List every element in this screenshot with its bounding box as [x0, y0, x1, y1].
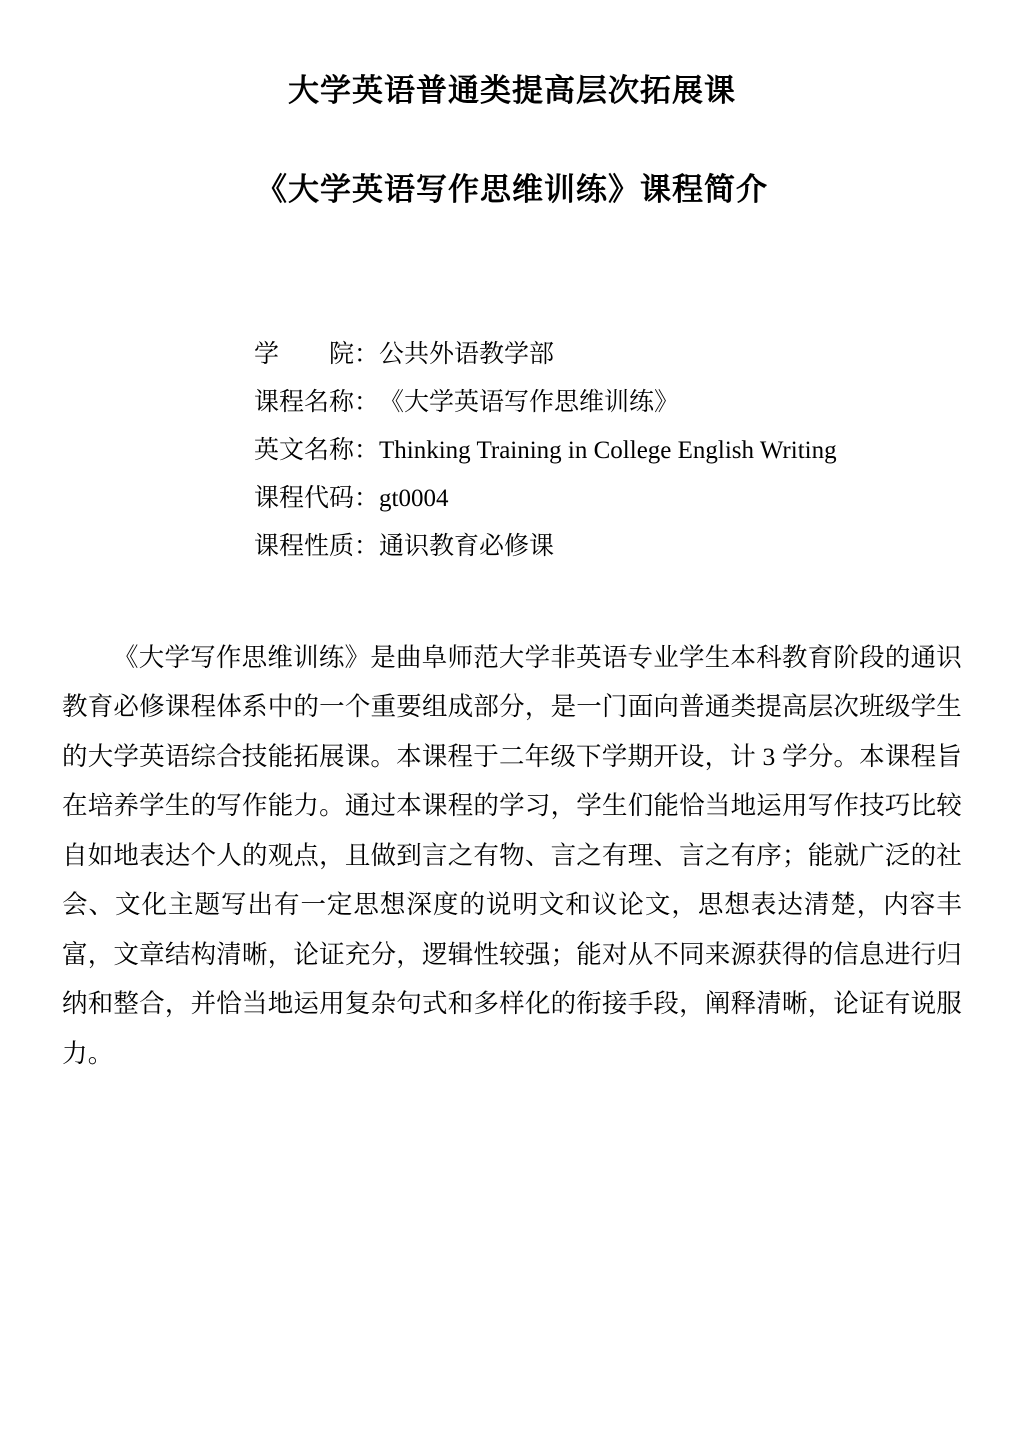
- info-value-english-name: Thinking Training in College English Writing: [379, 437, 837, 464]
- info-row-course-code: [254, 475, 962, 523]
- info-value-course-name: 《大学英语写作思维训练》: [379, 389, 680, 416]
- info-value-college: 公共外语教学部: [379, 341, 555, 368]
- info-value-course-type: 通识教育必修课: [379, 533, 555, 560]
- info-row-english-name: [254, 427, 962, 475]
- info-label-course-type: 课程性质：: [254, 533, 380, 560]
- info-row-course-name: [254, 379, 962, 427]
- page-title-primary: 大学英语普通类提高层次拓展课: [288, 73, 736, 108]
- info-label-course-code: 课程代码：: [254, 485, 380, 512]
- info-label-english-name: 英文名称：: [254, 437, 380, 464]
- course-description-paragraph: 《大学写作思维训练》是曲阜师范大学非英语专业学生本科教育阶段的通识教育必修课程体系中的一个重要组成部分，是一门面向普通类提高层次班级学生的大学英语综合技能拓展课。本课程于二年级下学期开设，计 3 学分。本课程旨在培养学生的写作能力。通过本课程的学习，学生们能恰当地运用写作技巧比较自如地表达个人的观点，且做到言之有物、言之有理、言之有序；能就广泛的社会、文化主题写出有一定思想深度的说明文和议论文，思想表达清楚，内容丰富，文章结构清晰，论证充分，逻辑性较强；能对从不同来源获得的信息进行归纳和整合，并恰当地运用复杂句式和多样化的衔接手段，阐释清晰，论证有说服力。: [62, 643, 962, 1068]
- title-block: [62, 68, 962, 213]
- info-row-course-type: [254, 523, 962, 571]
- page-title-secondary: 《大学英语写作思维训练》课程简介: [256, 171, 768, 207]
- info-row-college: [254, 331, 962, 379]
- info-label-course-name: 课程名称：: [254, 389, 380, 416]
- info-label-college: 学 院：: [254, 341, 380, 368]
- course-description: [62, 633, 962, 1078]
- info-value-course-code: gt0004: [379, 485, 449, 512]
- course-info-list: [254, 331, 962, 571]
